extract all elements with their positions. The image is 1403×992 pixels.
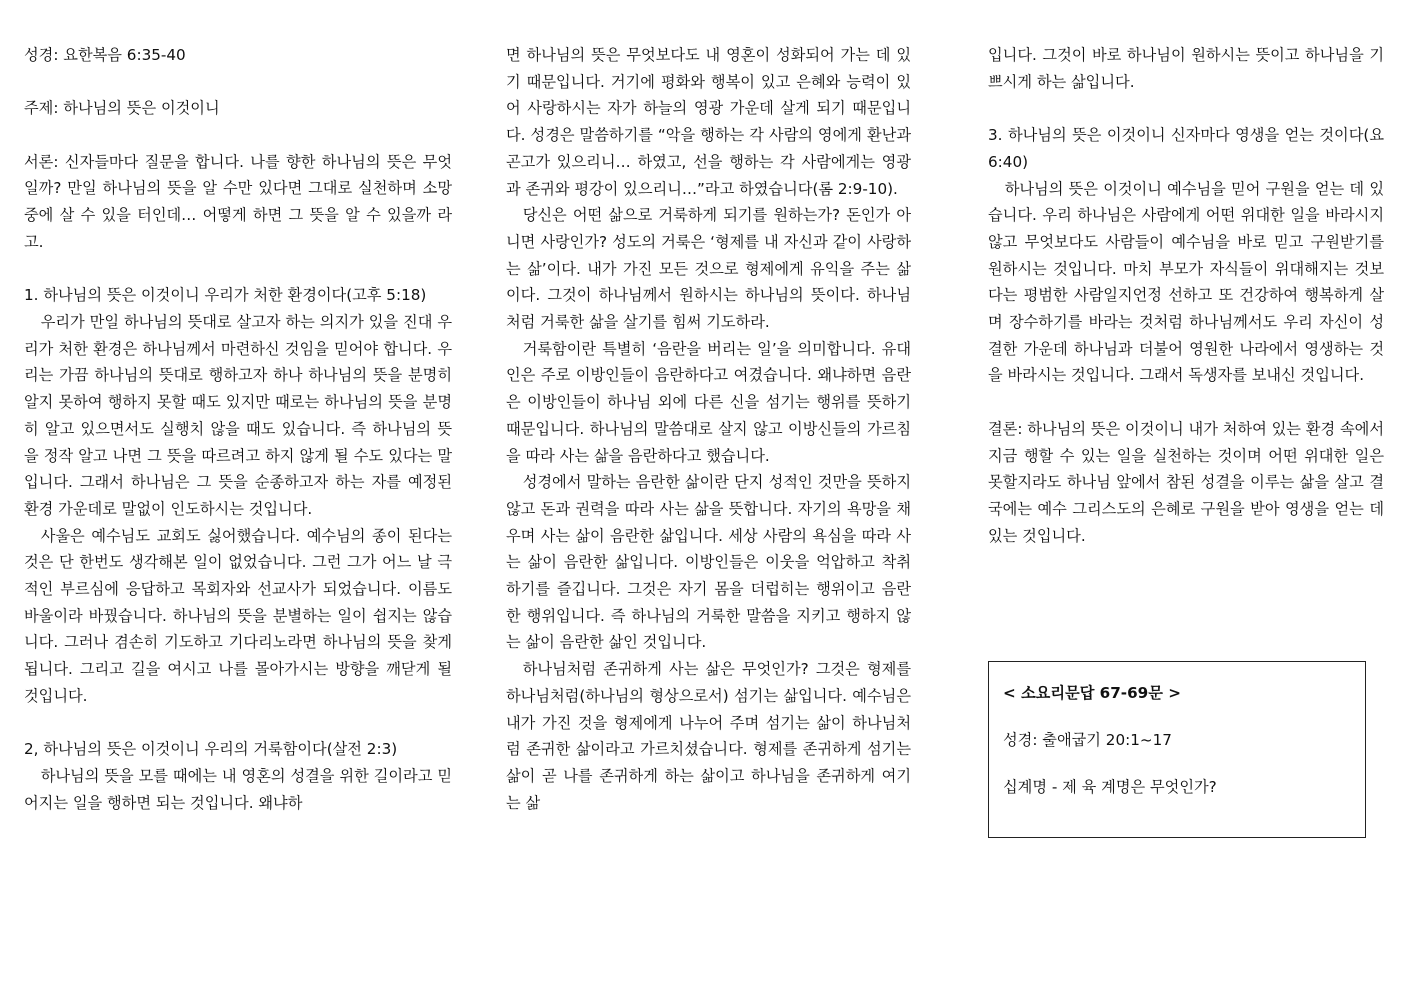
point-2-paragraph-1-continued: 면 하나님의 뜻은 무엇보다도 내 영혼이 성화되어 가는 데 있기 때문입니다. 거기에 평화와 행복이 있고 은혜와 능력이 있어 사랑하시는 자가 하늘의 영광 가운데 살게 되기 때문입니다. 성경은 말씀하기를 “악을 행하는 각 사람의 영에게 환난과 곤고가 있으리니… 하였고, 선을 행하는 각 사람에게는 영광과 존귀와 평강이 있으리니…”라고 하였습니다(롬 2:9-10). — [506, 46, 911, 198]
catechism-question: 십계명 - 제 육 계명은 무엇인가? — [1003, 778, 1217, 796]
point-3-paragraph-1: 하나님의 뜻은 이것이니 예수님을 믿어 구원을 얻는 데 있습니다. 우리 하나님은 사람에게 어떤 위대한 일을 바라시지 않고 무엇보다도 사람들이 예수님을 바로 믿고 구원받기를 원하시는 것입니다. 마치 부모가 자식들이 위대해지는 것보다는 평범한 사람일지언정 선하고 또 건강하여 행복하게 살며 장수하기를 바라는 것처럼 하나님께서도 우리 자신이 성결한 가운데 하나님과 더불어 영원한 나라에서 영생하는 것을 바라시는 것입니다. 그래서 독생자를 보내신 것입니다. — [988, 179, 1384, 385]
point-2-paragraph-5-continued: 입니다. 그것이 바로 하나님이 원하시는 뜻이고 하나님을 기쁘시게 하는 삶입니다. — [988, 46, 1384, 91]
sermon-theme: 주제: 하나님의 뜻은 이것이니 — [24, 99, 220, 118]
point-2-paragraph-2: 당신은 어떤 삶으로 거룩하게 되기를 원하는가? 돈인가 아니면 사랑인가? 성도의 거룩은 ‘형제를 내 자신과 같이 사랑하는 삶’이다. 내가 가진 모든 것으로 형제에게 유익을 주는 삶이다. 그것이 하나님께서 원하시는 하나님의 뜻이다. 하나님처럼 거룩한 삶을 살기를 힘써 기도하라. — [506, 206, 911, 332]
point-1-paragraph-1: 우리가 만일 하나님의 뜻대로 살고자 하는 의지가 있을 진대 우리가 처한 환경은 하나님께서 마련하신 것임을 믿어야 합니다. 우리는 가끔 하나님의 뜻대로 행하고자 하나 하나님의 뜻을 분명히 알지 못하여 행하지 못할 때도 있지만 때로는 하나님의 뜻을 분명히 알고 있으면서도 실행치 않을 때도 있습니다. 즉 하나님의 뜻을 정작 알고 나면 그 뜻을 따르려고 하지 않게 될 수도 있다는 말입니다. 그래서 하나님은 그 뜻을 순종하고자 하는 자를 예정된 환경 가운데로 말없이 인도하시는 것입니다. — [24, 312, 452, 518]
introduction-paragraph: 서론: 신자들마다 질문을 합니다. 나를 향한 하나님의 뜻은 무엇일까? 만일 하나님의 뜻을 알 수만 있다면 그대로 실천하며 소망 중에 살 수 있을 터인데… 어떻게 하면 그 뜻을 알 수 있을까 라고. — [24, 152, 452, 251]
point-2-paragraph-4: 성경에서 말하는 음란한 삶이란 단지 성적인 것만을 뜻하지 않고 돈과 권력을 따라 사는 삶을 뜻합니다. 자기의 욕망을 채우며 사는 삶이 음란한 삶입니다. 세상 사람의 욕심을 따라 사는 삶이 음란한 삶입니다. 이방인들은 이웃을 억압하고 착취하기를 즐깁니다. 그것은 자기 몸을 더럽히는 행위이고 음란한 행위입니다. 즉 하나님의 거룩한 말씀을 지키고 행하지 않는 삶이 음란한 삶인 것입니다. — [506, 473, 911, 652]
point-2-paragraph-5: 하나님처럼 존귀하게 사는 삶은 무엇인가? 그것은 형제를 하나님처럼(하나님의 형상으로서) 섬기는 삶입니다. 예수님은 내가 가진 것을 형제에게 나누어 주며 섬기는 삶이 하나님처럼 존귀한 삶이라고 가르치셨습니다. 형제를 존귀하게 섬기는 삶이 곧 나를 존귀하게 하는 삶이고 하나님을 존귀하게 여기는 삶 — [506, 660, 911, 812]
conclusion-paragraph: 결론: 하나님의 뜻은 이것이니 내가 처하여 있는 환경 속에서 지금 행할 수 있는 일을 실천하는 것이며 어떤 위대한 일은 못할지라도 하나님 앞에서 참된 성결을 이루는 삶을 살고 결국에는 예수 그리스도의 은혜로 구원을 받아 영생을 얻는 데 있는 것입니다. — [988, 419, 1384, 545]
point-3-heading: 3. 하나님의 뜻은 이것이니 신자마다 영생을 얻는 것이다(요 6:40) — [988, 126, 1384, 171]
column-1 — [24, 42, 452, 816]
column-3 — [988, 42, 1384, 549]
point-2-heading: 2, 하나님의 뜻은 이것이니 우리의 거룩함이다(살전 2:3) — [24, 740, 398, 759]
point-1-paragraph-2: 사울은 예수님도 교회도 싫어했습니다. 예수님의 종이 된다는 것은 단 한번도 생각해본 일이 없었습니다. 그런 그가 어느 날 극적인 부르심에 응답하고 목회자와 선교사가 되었습니다. 이름도 바울이라 바꿨습니다. 하나님의 뜻을 분별하는 일이 쉽지는 않습니다. 그러나 겸손히 기도하고 기다리노라면 하나님의 뜻을 찾게 됩니다. 그리고 길을 여시고 나를 몰아가시는 방향을 깨닫게 될 것입니다. — [24, 526, 452, 705]
point-2-paragraph-3: 거룩함이란 특별히 ‘음란을 버리는 일’을 의미합니다. 유대인은 주로 이방인들이 음란하다고 여겼습니다. 왜냐하면 음란은 이방인들이 하나님 외에 다른 신을 섬기는 행위를 뜻하기 때문입니다. 하나님의 말씀대로 살지 않고 이방신들의 가르침을 따라 사는 삶을 음란하다고 했습니다. — [506, 339, 911, 465]
point-2-paragraph-1: 하나님의 뜻을 모를 때에는 내 영혼의 성결을 위한 길이라고 믿어지는 일을 행하면 되는 것입니다. 왜냐하 — [24, 766, 452, 812]
catechism-scripture: 성경: 출애굽기 20:1~17 — [1003, 731, 1172, 749]
catechism-title: < 소요리문답 67-69문 > — [1003, 684, 1181, 702]
catechism-box — [988, 661, 1366, 838]
point-1-heading: 1. 하나님의 뜻은 이것이니 우리가 처한 환경이다(고후 5:18) — [24, 286, 427, 305]
scripture-reference: 성경: 요한복음 6:35-40 — [24, 46, 186, 64]
column-2 — [506, 42, 911, 816]
